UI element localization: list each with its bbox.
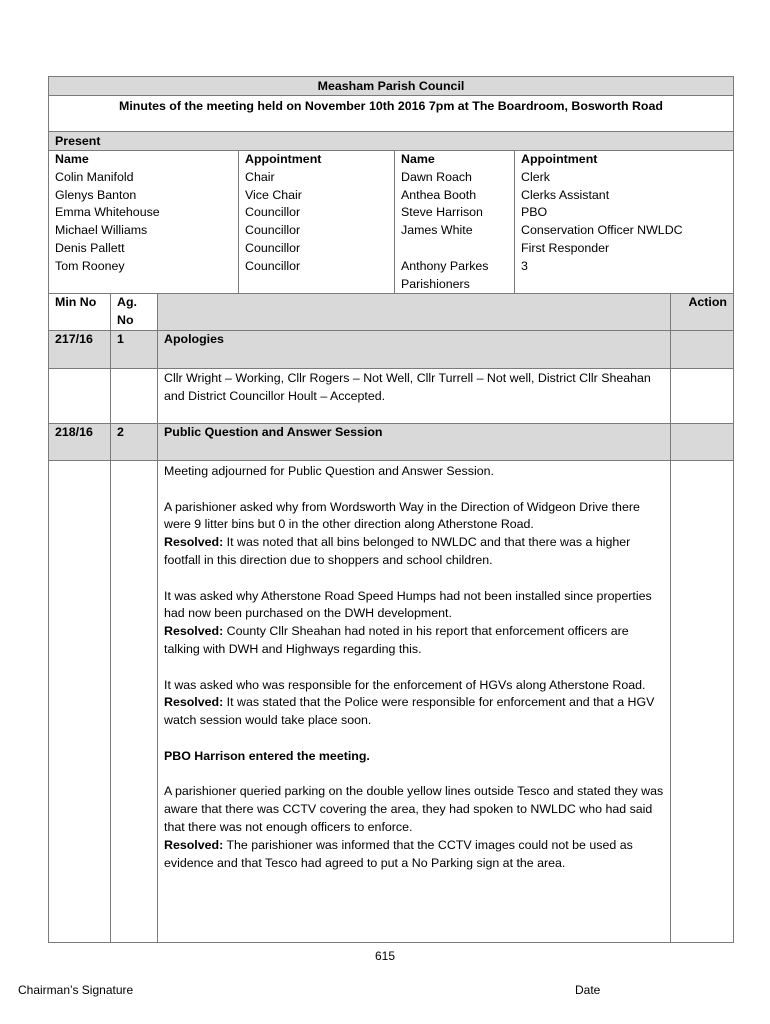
attendee-appointment: Conservation Officer NWLDC [521,223,683,238]
attendee-name: Denis Pallett [55,240,125,255]
attendee-appointment: Councillor [245,258,301,273]
min-no-header: Min No [49,294,111,330]
attendee-appointment: Councillor [245,240,301,255]
attendee-appointment: 3 [521,258,528,273]
action-header: Action [671,294,733,330]
attendee-appointment: Councillor [245,205,301,220]
min-no-empty [49,369,111,423]
name-header: Name [401,152,435,166]
item-body-row [49,369,733,424]
action-cell [671,461,733,942]
attendee-name: Colin Manifold [55,169,134,184]
attendee-names-right [395,151,515,293]
appointment-header: Appointment [521,152,598,166]
ag-no-header-line1: Ag. [117,295,137,310]
item-title: Public Question and Answer Session [158,424,671,460]
item-title-row [49,331,733,369]
attendee-name: James White [401,223,473,238]
attendee-name: Parishioners [401,276,470,291]
page-number: 615 [374,949,396,963]
present-label: Present [49,132,733,151]
attendee-name: Anthea Booth [401,187,477,202]
min-no-empty [49,461,111,942]
attendee-name: Michael Williams [55,223,148,238]
attendee-name [401,240,508,258]
topic-header [158,294,671,330]
attendee-name: Anthony Parkes [401,258,489,273]
attendee-name: Dawn Roach [401,169,472,184]
resolution-text: It was stated that the Police were responsible for enforcement and that a HGV watch session would take place soon. [164,695,655,728]
resolution-text: The parishioner was informed that the CCTV images could not be used as evidence and that Tesco had agreed to put a No Parking sign at the area. [164,837,633,870]
ag-no-header-line2: No [117,313,134,328]
item-title: Apologies [158,331,671,368]
ag-no-header [111,294,158,330]
resolution-text: County Cllr Sheahan had noted in his report that enforcement officers are talking with DWH and Highways regarding this. [164,624,629,656]
signature-label: Chairman’s Signature [18,983,134,997]
question-paragraph [164,588,664,659]
ag-no: 1 [111,331,158,368]
attendee-name: Steve Harrison [401,205,483,220]
ag-no-empty [111,461,158,942]
question-paragraph [164,783,664,872]
question-text: A parishioner asked why from Wordsworth Way in the Direction of Widgeon Drive there were 9 litter bins but 0 in the other direction along Atherstone Road. [164,499,640,532]
question-text: It was asked who was responsible for the enforcement of HGVs along Atherstone Road. [164,677,646,692]
attendee-name: Glenys Banton [55,187,137,202]
announcement: PBO Harrison entered the meeting. [164,748,370,763]
resolution-text: It was noted that all bins belonged to NWLDC and that there was a higher footfall in this direction due to shoppers and school children. [164,535,631,567]
attendee-appointment: PBO [521,205,548,220]
ag-no: 2 [111,424,158,460]
minutes-header-row [49,294,733,331]
council-title: Measham Parish Council [49,77,733,96]
attendance-table [49,151,733,294]
attendee-appointment: Clerks Assistant [521,187,610,202]
action-cell [671,369,733,423]
attendee-appointment: Vice Chair [245,187,302,202]
attendee-appointments-left [239,151,395,293]
resolved-label: Resolved: [164,535,224,550]
attendee-appointments-right [515,151,733,293]
name-header: Name [55,152,89,166]
apologies-text: Cllr Wright – Working, Cllr Rogers – Not Well, Cllr Turrell – Not well, District Cllr Sheahan and District Councillor Hoult – Accepted. [164,370,651,403]
minutes-document [48,76,734,943]
paragraph: Meeting adjourned for Public Question and Answer Session. [164,463,494,478]
attendee-names-left [49,151,239,293]
attendee-appointment: Clerk [521,169,550,184]
item-title-row [49,424,733,461]
meeting-subtitle: Minutes of the meeting held on November 10th 2016 7pm at The Boardroom, Bosworth Road [49,96,733,132]
resolved-label: Resolved: [164,624,224,639]
date-label: Date [575,983,601,997]
attendee-appointment: First Responder [521,240,610,255]
item-body [158,369,671,423]
ag-no-empty [111,369,158,423]
resolved-label: Resolved: [164,837,224,852]
attendee-name: Tom Rooney [55,258,125,273]
item-body-row [49,461,733,942]
min-no: 217/16 [49,331,111,368]
resolved-label: Resolved: [164,695,224,710]
action-cell [671,424,733,460]
item-body [158,461,671,942]
attendee-name: Emma Whitehouse [55,205,160,220]
question-paragraph [164,677,664,730]
appointment-header: Appointment [245,152,322,166]
question-paragraph [164,499,664,570]
min-no: 218/16 [49,424,111,460]
attendee-appointment: Councillor [245,223,301,238]
question-text: It was asked why Atherstone Road Speed Humps had not been installed since properties had now been purchased on the DWH development. [164,588,652,621]
attendee-appointment: Chair [245,169,275,184]
action-cell [671,331,733,368]
question-text: A parishioner queried parking on the double yellow lines outside Tesco and stated they was aware that there was CCTV covering the area, they had spoken to NWLDC who had said that there was not enough officers to enforce. [164,784,664,834]
